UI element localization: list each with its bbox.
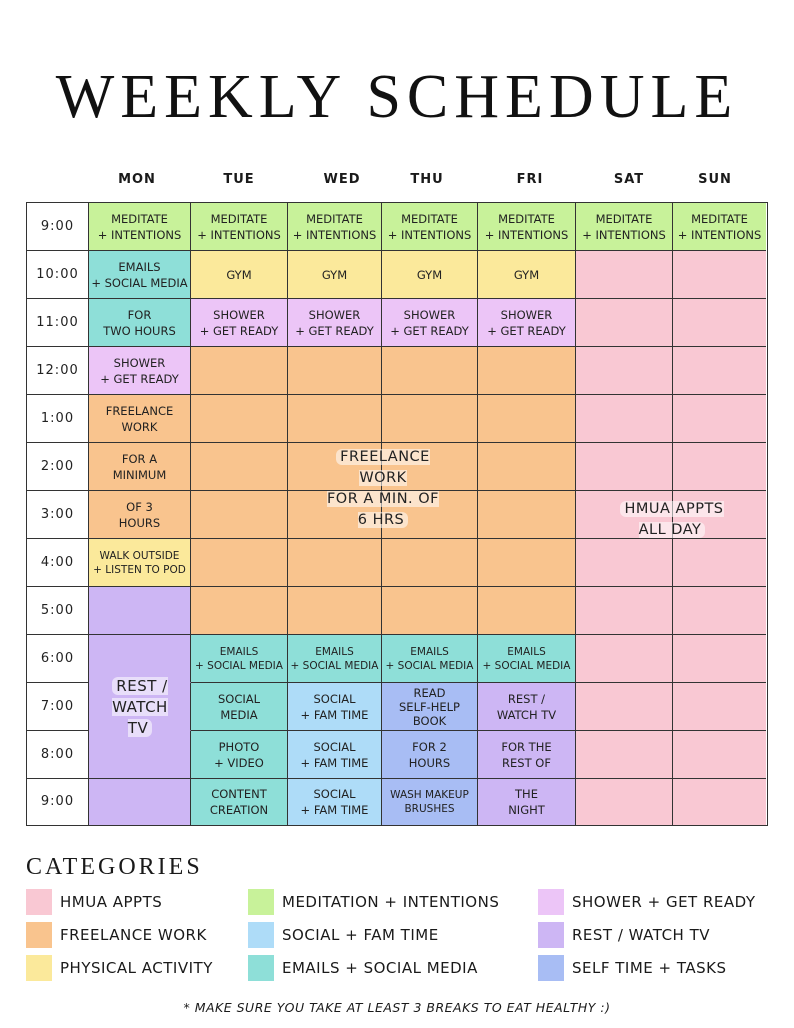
schedule-cell — [478, 395, 576, 443]
schedule-grid — [26, 202, 768, 826]
schedule-cell — [478, 539, 576, 587]
schedule-cell — [191, 539, 288, 587]
schedule-cell-mon-2pm: FOR A MINIMUM — [89, 443, 191, 491]
day-header-sat: SAT — [613, 172, 645, 187]
schedule-cell — [478, 443, 576, 491]
legend-label: MEDITATION + INTENTIONS — [282, 893, 500, 911]
schedule-cell — [576, 539, 673, 587]
schedule-cell-mon-5pm — [89, 587, 191, 635]
schedule-cell — [673, 347, 766, 395]
schedule-cell — [288, 395, 382, 443]
schedule-cell-sun-9am: MEDITATE + INTENTIONS — [673, 203, 766, 251]
time-label: 2:00 — [27, 443, 89, 491]
day-header-mon: MON — [118, 172, 156, 187]
schedule-cell — [382, 347, 478, 395]
schedule-cell-mon-11am: FOR TWO HOURS — [89, 299, 191, 347]
legend-label: SHOWER + GET READY — [572, 893, 756, 911]
schedule-cell — [576, 731, 673, 779]
day-header-tue: TUE — [223, 172, 255, 187]
schedule-cell-mon-1pm: FREELANCE WORK — [89, 395, 191, 443]
schedule-cell-thu-9am: MEDITATE + INTENTIONS — [382, 203, 478, 251]
schedule-cell — [191, 395, 288, 443]
schedule-cell-thu-8pm: FOR 2 HOURS — [382, 731, 478, 779]
schedule-cell-wed-11am: SHOWER + GET READY — [288, 299, 382, 347]
schedule-cell-fri-11am: SHOWER + GET READY — [478, 299, 576, 347]
schedule-cell — [673, 539, 766, 587]
day-header-sun: SUN — [698, 172, 732, 187]
schedule-cell-tue-10am: GYM — [191, 251, 288, 299]
legend-item — [248, 955, 478, 981]
footer-note: * MAKE SURE YOU TAKE AT LEAST 3 BREAKS TO EAT HEALTHY :) — [183, 1000, 611, 1015]
schedule-cell-wed-6pm: EMAILS + SOCIAL MEDIA — [288, 635, 382, 683]
schedule-cell — [576, 347, 673, 395]
schedule-cell — [673, 395, 766, 443]
schedule-cell-fri-10am: GYM — [478, 251, 576, 299]
legend-item — [538, 922, 710, 948]
schedule-cell — [288, 539, 382, 587]
legend-swatch — [26, 889, 52, 915]
time-label: 10:00 — [27, 251, 89, 299]
legend-item — [538, 889, 756, 915]
categories-title: CATEGORIES — [26, 854, 203, 880]
time-label: 9:00 — [27, 203, 89, 251]
schedule-cell-mon-9pm — [89, 779, 191, 825]
schedule-cell-thu-11am: SHOWER + GET READY — [382, 299, 478, 347]
schedule-cell — [478, 347, 576, 395]
schedule-cell — [576, 635, 673, 683]
schedule-cell — [191, 347, 288, 395]
schedule-cell — [576, 587, 673, 635]
hmua-block-label — [576, 499, 768, 541]
legend-swatch — [26, 922, 52, 948]
schedule-cell — [576, 251, 673, 299]
legend-swatch — [26, 955, 52, 981]
freelance-block-label — [288, 447, 478, 531]
legend-item — [26, 955, 213, 981]
page-title: WEEKLY SCHEDULE — [55, 63, 739, 131]
schedule-cell — [673, 731, 766, 779]
schedule-cell-mon-10am: EMAILS + SOCIAL MEDIA — [89, 251, 191, 299]
schedule-cell-tue-7pm: SOCIAL MEDIA — [191, 683, 288, 731]
schedule-cell-tue-6pm: EMAILS + SOCIAL MEDIA — [191, 635, 288, 683]
schedule-cell — [673, 779, 766, 825]
day-header-wed: WED — [323, 172, 361, 187]
schedule-cell — [673, 587, 766, 635]
schedule-cell — [673, 251, 766, 299]
freelance-block-text: FREELANCE WORK FOR A MIN. OF 6 HRS — [326, 449, 440, 528]
schedule-cell-thu-6pm: EMAILS + SOCIAL MEDIA — [382, 635, 478, 683]
hmua-block-text: HMUA APPTS ALL DAY — [620, 501, 723, 538]
schedule-cell — [382, 539, 478, 587]
schedule-cell-tue-8pm: PHOTO + VIDEO — [191, 731, 288, 779]
schedule-cell-mon-9am: MEDITATE + INTENTIONS — [89, 203, 191, 251]
time-label: 3:00 — [27, 491, 89, 539]
legend-item — [538, 955, 727, 981]
schedule-cell-fri-9am: MEDITATE + INTENTIONS — [478, 203, 576, 251]
schedule-cell-tue-11am: SHOWER + GET READY — [191, 299, 288, 347]
legend-swatch — [248, 889, 274, 915]
schedule-cell — [673, 299, 766, 347]
legend-label: SOCIAL + FAM TIME — [282, 926, 439, 944]
schedule-cell — [576, 395, 673, 443]
schedule-cell-tue-9pm: CONTENT CREATION — [191, 779, 288, 825]
schedule-cell-mon-12pm: SHOWER + GET READY — [89, 347, 191, 395]
schedule-cell — [673, 683, 766, 731]
schedule-cell-wed-7pm: SOCIAL + FAM TIME — [288, 683, 382, 731]
schedule-cell-mon-4pm: WALK OUTSIDE + LISTEN TO POD — [89, 539, 191, 587]
schedule-cell — [576, 779, 673, 825]
schedule-cell-mon-3pm: OF 3 HOURS — [89, 491, 191, 539]
day-header-fri: FRI — [516, 172, 544, 187]
legend-label: REST / WATCH TV — [572, 926, 711, 944]
time-label: 1:00 — [27, 395, 89, 443]
time-label: 8:00 — [27, 731, 89, 779]
schedule-cell-wed-9pm: SOCIAL + FAM TIME — [288, 779, 382, 825]
schedule-cell-wed-8pm: SOCIAL + FAM TIME — [288, 731, 382, 779]
schedule-cell — [478, 587, 576, 635]
schedule-cell — [673, 635, 766, 683]
legend-swatch — [538, 955, 564, 981]
schedule-cell-wed-9am: MEDITATE + INTENTIONS — [288, 203, 382, 251]
legend-label: SELF TIME + TASKS — [572, 959, 727, 977]
schedule-cell-tue-9am: MEDITATE + INTENTIONS — [191, 203, 288, 251]
legend-swatch — [538, 889, 564, 915]
schedule-cell — [191, 491, 288, 539]
time-label: 4:00 — [27, 539, 89, 587]
schedule-cell — [478, 491, 576, 539]
legend-swatch — [248, 922, 274, 948]
schedule-cell-thu-7pm: READ SELF-HELP BOOK — [382, 683, 478, 731]
legend-item — [248, 922, 439, 948]
schedule-cell — [576, 683, 673, 731]
schedule-cell — [288, 347, 382, 395]
schedule-cell — [382, 395, 478, 443]
legend-item — [26, 922, 207, 948]
legend-swatch — [538, 922, 564, 948]
schedule-cell — [191, 443, 288, 491]
schedule-cell — [673, 443, 766, 491]
schedule-cell — [576, 299, 673, 347]
rest-block-text: REST / WATCH TV — [112, 677, 168, 737]
schedule-cell — [191, 587, 288, 635]
legend-label: FREELANCE WORK — [60, 926, 207, 944]
legend-swatch — [248, 955, 274, 981]
legend-item — [248, 889, 499, 915]
schedule-cell — [382, 587, 478, 635]
legend-label: HMUA APPTS — [60, 893, 163, 911]
schedule-cell-fri-7pm: REST / WATCH TV — [478, 683, 576, 731]
schedule-cell-thu-9pm: WASH MAKEUP BRUSHES — [382, 779, 478, 825]
schedule-cell-fri-9pm: THE NIGHT — [478, 779, 576, 825]
day-header-thu: THU — [410, 172, 444, 187]
schedule-cell — [576, 443, 673, 491]
legend-label: EMAILS + SOCIAL MEDIA — [282, 959, 478, 977]
time-label: 5:00 — [27, 587, 89, 635]
schedule-cell-fri-8pm: FOR THE REST OF — [478, 731, 576, 779]
time-label: 9:00 — [27, 779, 89, 825]
legend-item — [26, 889, 162, 915]
schedule-cell — [288, 587, 382, 635]
schedule-cell-sat-9am: MEDITATE + INTENTIONS — [576, 203, 673, 251]
time-label: 6:00 — [27, 635, 89, 683]
time-label: 12:00 — [27, 347, 89, 395]
time-label: 7:00 — [27, 683, 89, 731]
rest-block-label — [89, 676, 191, 739]
time-label: 11:00 — [27, 299, 89, 347]
schedule-cell-fri-6pm: EMAILS + SOCIAL MEDIA — [478, 635, 576, 683]
schedule-cell-wed-10am: GYM — [288, 251, 382, 299]
schedule-cell-thu-10am: GYM — [382, 251, 478, 299]
legend-label: PHYSICAL ACTIVITY — [60, 959, 213, 977]
